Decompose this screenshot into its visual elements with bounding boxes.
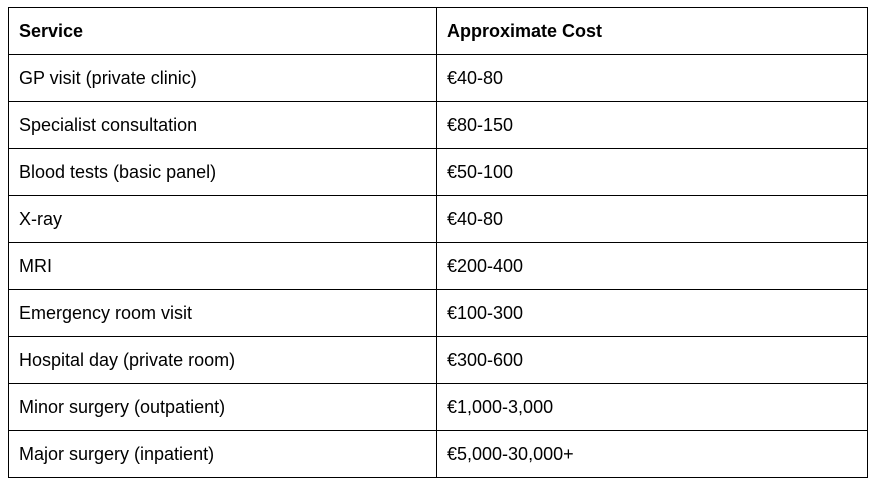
cost-cell: €200-400 (437, 243, 868, 290)
service-cell: Blood tests (basic panel) (9, 149, 437, 196)
service-cell: Specialist consultation (9, 102, 437, 149)
service-cell: Hospital day (private room) (9, 337, 437, 384)
cost-cell: €80-150 (437, 102, 868, 149)
service-cell: Emergency room visit (9, 290, 437, 337)
header-approximate-cost: Approximate Cost (437, 8, 868, 55)
table-row (9, 243, 868, 290)
table-row (9, 384, 868, 431)
cost-cell: €300-600 (437, 337, 868, 384)
header-row (9, 8, 868, 55)
cost-cell: €5,000-30,000+ (437, 431, 868, 478)
table-body (9, 55, 868, 478)
service-cell: Minor surgery (outpatient) (9, 384, 437, 431)
table-row (9, 290, 868, 337)
cost-cell: €40-80 (437, 55, 868, 102)
service-cell: Major surgery (inpatient) (9, 431, 437, 478)
cost-cell: €1,000-3,000 (437, 384, 868, 431)
service-cell: MRI (9, 243, 437, 290)
cost-cell: €100-300 (437, 290, 868, 337)
table-row (9, 196, 868, 243)
cost-cell: €50-100 (437, 149, 868, 196)
table-header (9, 8, 868, 55)
header-service: Service (9, 8, 437, 55)
table-row (9, 55, 868, 102)
service-cell: X-ray (9, 196, 437, 243)
table-row (9, 102, 868, 149)
cost-table (8, 7, 868, 478)
cost-cell: €40-80 (437, 196, 868, 243)
service-cell: GP visit (private clinic) (9, 55, 437, 102)
table-row (9, 149, 868, 196)
table-row (9, 337, 868, 384)
table-row (9, 431, 868, 478)
